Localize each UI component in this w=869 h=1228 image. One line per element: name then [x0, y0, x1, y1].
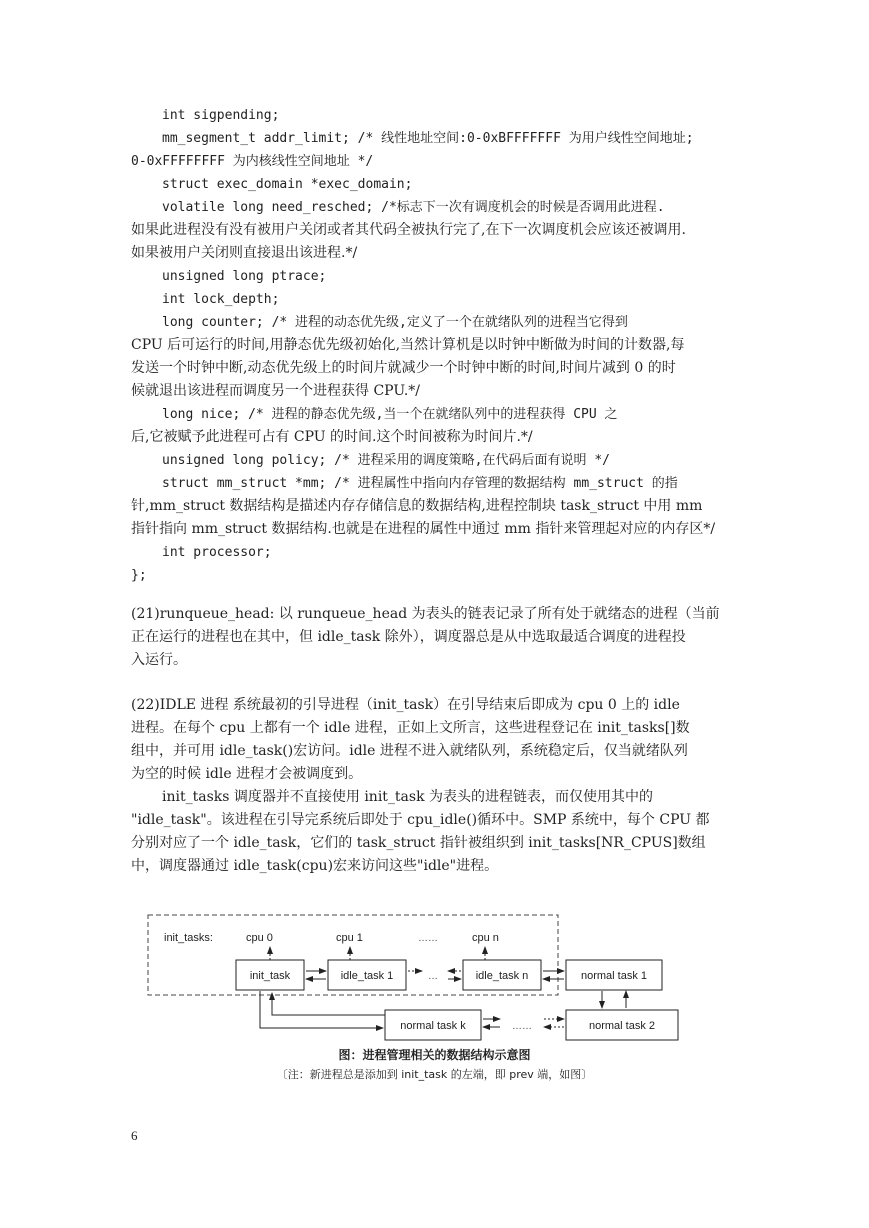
node-label: idle_task n: [475, 970, 529, 982]
code-line: 针,mm_struct 数据结构是描述内存存储信息的数据结构,进程控制块 task_struct 中用 mm: [131, 498, 703, 514]
diagram-svg: [140, 905, 700, 1045]
node-label: init_task: [249, 970, 291, 982]
code-line: 发送一个时钟中断,动态优先级上的时间片就减少一个时钟中断的时间,时间片减到 0 的时: [131, 360, 676, 376]
code-line: long nice; /* 进程的静态优先级,当一个在就绪队列中的进程获得 CPU 之: [162, 407, 618, 422]
paragraph-line: 中，调度器通过 idle_task(cpu)宏来访问这些"idle"进程。: [131, 858, 499, 874]
paragraph-line: 组中，并可用 idle_task()宏访问。idle 进程不进入就绪队列，系统稳定后，仅当就绪队列: [131, 743, 688, 759]
figure-caption: 图：进程管理相关的数据结构示意图: [338, 1048, 531, 1062]
code-line: };: [131, 568, 147, 583]
code-line: unsigned long policy; /* 进程采用的调度策略,在代码后面有说明 */: [162, 453, 610, 468]
code-line: int processor;: [162, 545, 272, 560]
code-line: CPU 后可运行的时间,用静态优先级初始化,当然计算机是以时钟中断做为时间的计数器,每: [131, 337, 685, 353]
code-line: 如果被用户关闭则直接退出该进程.*/: [131, 245, 358, 261]
paragraph-line: 入运行。: [131, 652, 187, 668]
cpu-label: ……: [418, 933, 438, 944]
code-line: 指针指向 mm_struct 数据结构.也就是在进程的属性中通过 mm 指针来管理起对应的内存区*/: [131, 521, 716, 537]
node-label: normal task 1: [580, 970, 648, 982]
node-label: normal task k: [400, 1020, 466, 1032]
code-line: 候就退出该进程而调度另一个进程获得 CPU.*/: [131, 383, 421, 399]
paragraph-line: 进程。在每个 cpu 上都有一个 idle 进程，正如上文所言，这些进程登记在 init_tasks[]数: [131, 720, 690, 736]
node-ellipsis: …: [428, 971, 438, 982]
code-line: 0-0xFFFFFFFF 为内核线性空间地址 */: [131, 154, 374, 169]
code-line: long counter; /* 进程的动态优先级,定义了一个在就绪队列的进程当它得到: [162, 315, 628, 330]
paragraph-line: 为空的时候 idle 进程才会被调度到。: [131, 766, 363, 782]
paragraph-line: "idle_task"。该进程在引导完系统后即处于 cpu_idle()循环中。SMP 系统中，每个 CPU 都: [131, 812, 710, 828]
cpu-label: cpu 0: [246, 932, 273, 944]
cpu-label: cpu 1: [336, 932, 363, 944]
code-line: mm_segment_t addr_limit; /* 线性地址空间:0-0xBFFFFFFF 为用户线性空间地址;: [162, 131, 694, 146]
node-label: idle_task 1: [340, 970, 394, 982]
group-label: init_tasks:: [164, 932, 213, 944]
paragraph-line: (22)IDLE 进程 系统最初的引导进程（init_task）在引导结束后即成为 cpu 0 上的 idle: [131, 697, 680, 713]
paragraph-line: 正在运行的进程也在其中，但 idle_task 除外），调度器总是从中选取最适合调度的进程投: [131, 629, 686, 645]
code-line: struct exec_domain *exec_domain;: [162, 177, 413, 192]
figure-note: 〔注：新进程总是添加到 init_task 的左端，即 prev 端，如图〕: [276, 1068, 593, 1081]
code-line: struct mm_struct *mm; /* 进程属性中指向内存管理的数据结构 mm_struct 的指: [162, 476, 678, 491]
paragraph-line: init_tasks 调度器并不直接使用 init_task 为表头的进程链表，而仅使用其中的: [162, 789, 654, 805]
code-line: int sigpending;: [162, 108, 280, 123]
paragraph-line: (21)runqueue_head: 以 runqueue_head 为表头的链表记录了所有处于就绪态的进程（当前: [131, 606, 720, 622]
cpu-label: cpu n: [472, 932, 499, 944]
code-line: volatile long need_resched; /*标志下一次有调度机会的时候是否调用此进程.: [162, 200, 665, 215]
node-ellipsis: ……: [512, 1021, 532, 1032]
code-line: unsigned long ptrace;: [162, 269, 327, 284]
code-line: 后,它被赋予此进程可占有 CPU 的时间.这个时间被称为时间片.*/: [131, 429, 533, 445]
paragraph-line: 分别对应了一个 idle_task，它们的 task_struct 指针被组织到 init_tasks[NR_CPUS]数组: [131, 835, 706, 851]
code-line: int lock_depth;: [162, 292, 280, 307]
body-text: [131, 104, 741, 878]
node-label: normal task 2: [588, 1020, 656, 1032]
page-number: 6: [131, 1128, 138, 1143]
code-line: 如果此进程没有没有被用户关闭或者其代码全被执行完了,在下一次调度机会应该还被调用.: [131, 222, 686, 238]
